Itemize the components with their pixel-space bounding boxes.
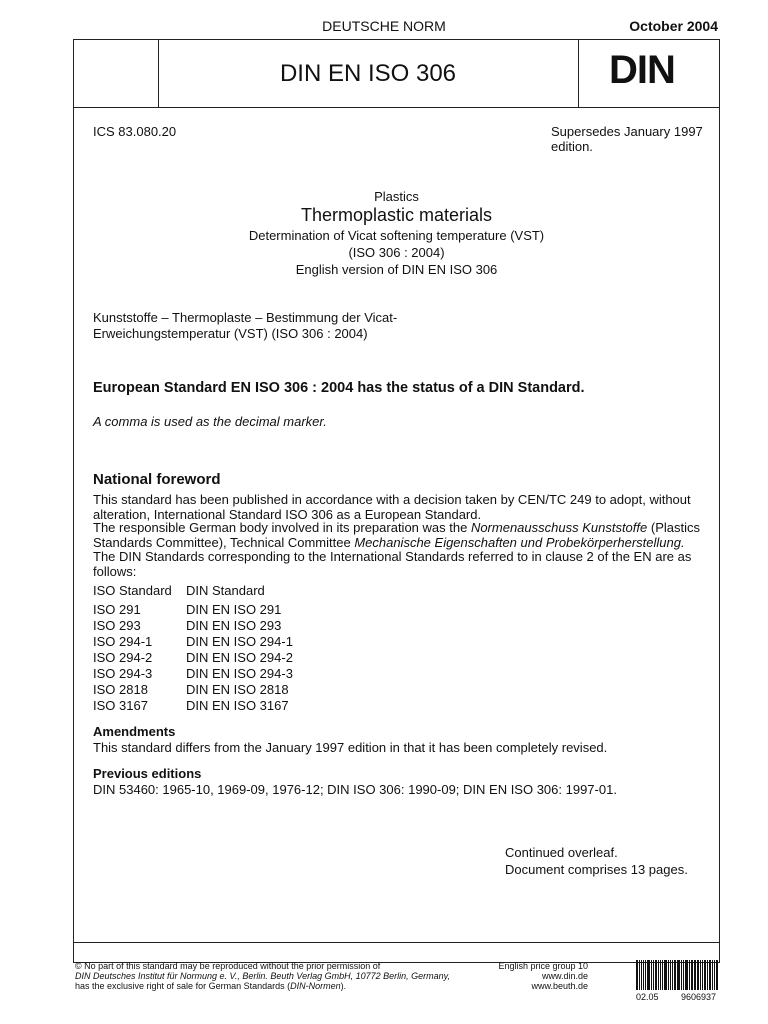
copyright-notice [75,961,450,991]
foreword-p2-text-b: (Plastics Standards Committee), Technical Committee [93,520,700,550]
barcode-bar [670,960,671,990]
table-cell-din: DIN EN ISO 294-1 [186,634,293,649]
committee-name: Normenausschuss Kunststoffe [470,520,648,535]
table-cell-din: DIN EN ISO 2818 [186,682,289,697]
barcode-bar [700,960,701,990]
continuation-note [505,844,688,878]
barcode-bar [689,960,690,990]
copyright-line-3-end: ). [340,981,347,991]
table-cell-din: DIN EN ISO 291 [186,602,282,617]
barcode-bar [645,960,646,990]
barcode-bar [672,960,673,990]
barcode-bar [702,960,703,990]
foreword-heading: National foreword [93,471,221,488]
table-cell-iso: ISO 294-3 [93,666,153,681]
table-cell-iso: ISO 291 [93,602,141,617]
barcode-bar [662,960,664,990]
barcode-bar [636,960,638,990]
foreword-paragraph-2 [93,520,705,550]
decimal-note: A comma is used as the decimal marker. [93,414,327,429]
barcode-bar [643,960,645,990]
barcode-bar [685,960,688,990]
document-title: DIN EN ISO 306 [279,60,457,87]
german-title-line-2: Erweichungstemperatur (VST) (ISO 306 : 2004) [93,326,368,341]
table-cell-iso: ISO 293 [93,618,141,633]
main-title: Thermoplastic materials [300,205,493,225]
barcode-bar [660,960,661,990]
supersedes-line-1: Supersedes January 1997 [551,124,703,139]
category: Plastics [374,189,419,204]
barcode-bar [655,960,657,990]
barcode-bar [683,960,684,990]
previous-editions-text: DIN 53460: 1965-10, 1969-09, 1976-12; DIN ISO 306: 1990-09; DIN EN ISO 306: 1997-01. [93,782,617,797]
table-cell-din: DIN EN ISO 293 [186,618,282,633]
din-normen: DIN-Normen [290,981,341,991]
header-divider [73,107,720,108]
barcode-bar [695,960,696,990]
barcode-bar [691,960,693,990]
barcode-bar [716,960,718,990]
barcode-bar [707,960,708,990]
subtitle: Determination of Vicat softening temperature (VST) [248,228,545,243]
barcode-bar [712,960,713,990]
ics-code: ICS 83.080.20 [93,124,177,139]
barcode-bar [647,960,650,990]
table-cell-din: DIN EN ISO 294-3 [186,666,293,681]
barcode-bar [704,960,706,990]
din-website: www.din.de [541,971,588,981]
english-version: English version of DIN EN ISO 306 [295,262,498,277]
table-cell-din: DIN EN ISO 294-2 [186,650,293,665]
issue-date: October 2004 [629,18,718,34]
barcode-bar [639,960,640,990]
barcode-bar [678,960,680,990]
german-title [93,310,397,342]
technical-committee-name: Mechanische Eigenschaften und Probekörperherstellung. [354,535,685,550]
barcode-bar [658,960,659,990]
table-cell-iso: ISO 294-2 [93,650,153,665]
barcode-bar [714,960,715,990]
supersedes-line-2: edition. [551,139,593,154]
table-cell-iso: ISO 3167 [93,698,148,713]
page-count: Document comprises 13 pages. [505,862,688,877]
table-header-iso: ISO Standard [93,583,172,598]
barcode-bar [694,960,695,990]
copyright-line-2: DIN Deutsches Institut für Normung e. V., Berlin. Beuth Verlag GmbH, 10772 Berlin, Germany, [75,971,450,981]
table-header-din: DIN Standard [186,583,265,598]
barcode-bar [677,960,678,990]
iso-reference: (ISO 306 : 2004) [348,245,445,260]
german-title-line-1: Kunststoffe – Thermoplaste – Bestimmung der Vicat- [93,310,398,325]
copyright-line-3 [75,981,450,991]
supersedes-note [551,124,703,154]
amendments-heading: Amendments [93,724,176,739]
price-group: English price group 10 [498,961,588,971]
amendments-text: This standard differs from the January 1997 edition in that it has been completely revised. [93,740,608,755]
barcode-bar [651,960,652,990]
foreword-p2-text-a: The responsible German body involved in its preparation was the [93,520,471,535]
barcode [636,960,718,990]
barcode-bar [697,960,699,990]
barcode-bar [674,960,676,990]
continued-overleaf: Continued overleaf. [505,845,618,860]
din-logo: DIN [609,48,675,92]
footer-divider [73,942,720,943]
barcode-bar [641,960,642,990]
price-and-web [493,961,588,991]
table-cell-iso: ISO 294-1 [93,634,153,649]
barcode-date-code: 02.05 [636,992,659,1002]
copyright-line-1: © No part of this standard may be reproduced without the prior permission of [75,961,381,971]
barcode-bar [681,960,682,990]
barcode-bar [709,960,712,990]
status-statement: European Standard EN ISO 306 : 2004 has the status of a DIN Standard. [93,380,585,396]
header-right-divider [578,39,579,107]
previous-editions-heading: Previous editions [93,766,202,781]
table-cell-iso: ISO 2818 [93,682,148,697]
foreword-paragraph-3: The DIN Standards corresponding to the International Standards referred to in clause 2 of the EN are as follows: [93,549,692,579]
copyright-line-3-text: has the exclusive right of sale for German Standards ( [75,981,291,991]
foreword-paragraph-1: This standard has been published in accordance with a decision taken by CEN/TC 249 to adopt, without alteration, International Standard ISO 306 as a European Standard. [93,492,691,522]
barcode-bar [668,960,669,990]
barcode-bar [653,960,654,990]
beuth-website: www.beuth.de [531,981,588,991]
table-cell-din: DIN EN ISO 3167 [186,698,289,713]
norm-label: DEUTSCHE NORM [322,18,446,34]
barcode-number: 9606937 [681,992,717,1002]
barcode-bar [664,960,667,990]
